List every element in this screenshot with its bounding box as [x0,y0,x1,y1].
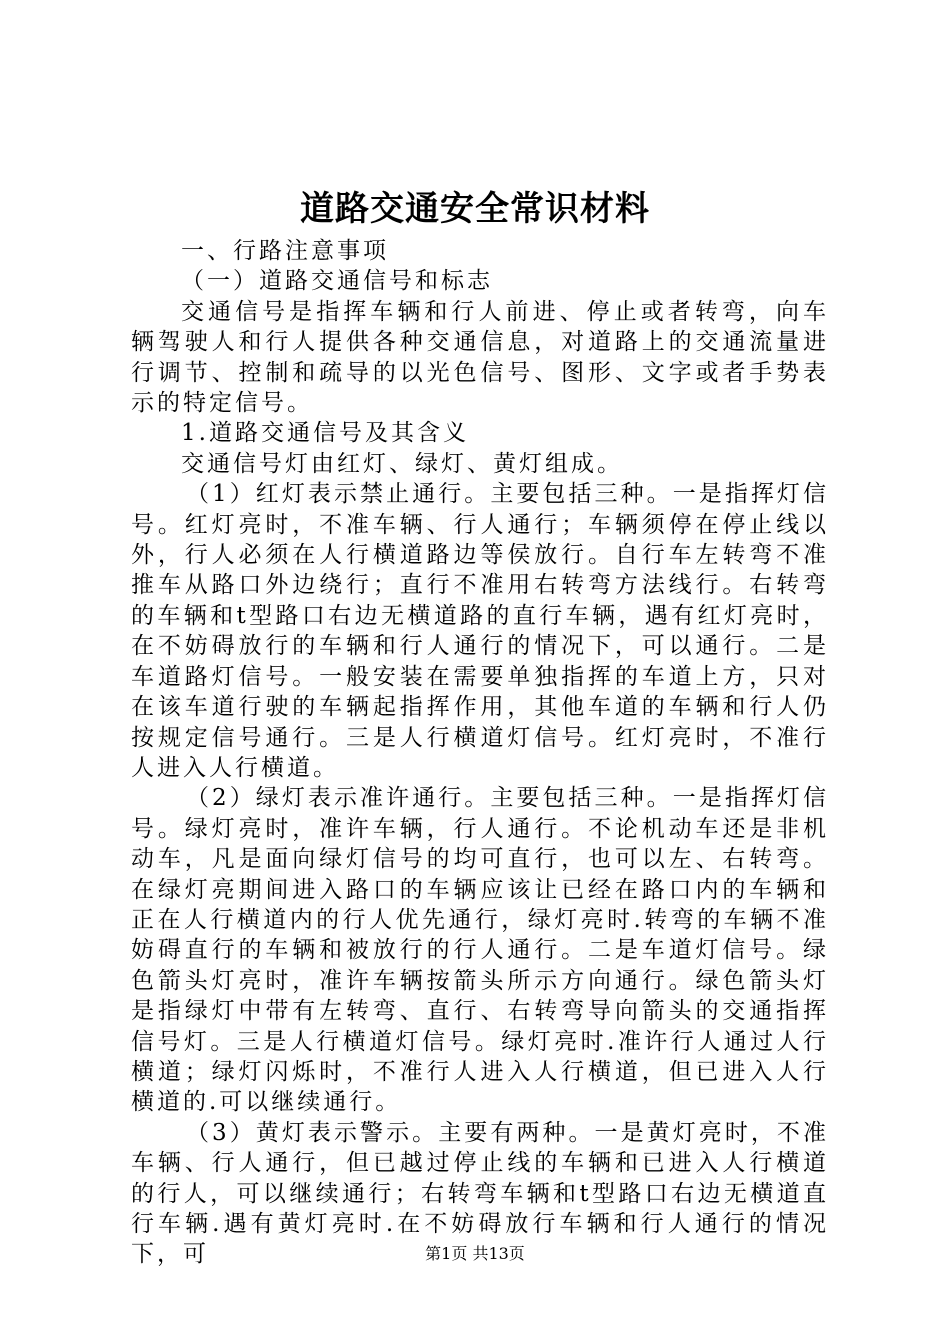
document-body [131,236,829,1270]
paragraph-green-light: （2）绿灯表示准许通行。主要包括三种。一是指挥灯信号。绿灯亮时，准许车辆，行人通行。不论机动车还是非机动车，凡是面向绿灯信号的均可直行，也可以左、右转弯。在绿灯亮期间进入路口的车辆应该让已经在路口内的车辆和正在人行横道内的行人优先通行，绿灯亮时.转弯的车辆不准妨碍直行的车辆和被放行的行人通行。二是车道灯信号。绿色箭头灯亮时，准许车辆按箭头所示方向通行。绿色箭头灯是指绿灯中带有左转弯、直行、右转弯导向箭头的交通指挥信号灯。三是人行横道灯信号。绿灯亮时.准许行人通过人行横道；绿灯闪烁时，不准行人进入人行横道，但已进入人行横道的.可以继续通行。 [131,785,829,1116]
paragraph-lights-intro: 交通信号灯由红灯、绿灯、黄灯组成。 [181,450,623,477]
page-number-footer: 第1页 共13页 [425,1244,525,1263]
subsection-heading: （一）道路交通信号和标志 [181,268,493,295]
section-heading: 一、行路注意事项 [181,238,389,264]
document-title: 道路交通安全常识材料 [300,189,650,229]
item-heading: 1.道路交通信号及其含义 [181,420,469,447]
paragraph-red-light: （1）红灯表示禁止通行。主要包括三种。一是指挥灯信号。红灯亮时，不准车辆、行人通行；车辆须停在停止线以外，行人必须在人行横道路边等侯放行。自行车左转弯不准推车从路口外边绕行；直行不准用右转弯方法线行。右转弯的车辆和t型路口右边无横道路的直行车辆，遇有红灯亮时，在不妨碍放行的车辆和行人通行的情况下，可以通行。二是车道路灯信号。一般安装在需要单独指挥的车道上方，只对在该车道行驶的车辆起指挥作用，其他车道的车辆和行人仍按规定信号通行。三是人行横道灯信号。红灯亮时，不准行人进入人行横道。 [131,481,829,781]
paragraph-definition: 交通信号是指挥车辆和行人前进、停止或者转弯，向车辆驾驶人和行人提供各种交通信息，对道路上的交通流量进行调节、控制和疏导的以光色信号、图形、文字或者手势表示的特定信号。 [131,298,829,417]
paragraph-yellow-light: （3）黄灯表示警示。主要有两种。一是黄灯亮时，不准车辆、行人通行，但已越过停止线的车辆和已进入人行横道的行人，可以继续通行；右转弯车辆和t型路口右边无横道直行车辆.遇有黄灯亮时.在不妨碍放行车辆和行人通行的情况下，可 [131,1119,829,1268]
